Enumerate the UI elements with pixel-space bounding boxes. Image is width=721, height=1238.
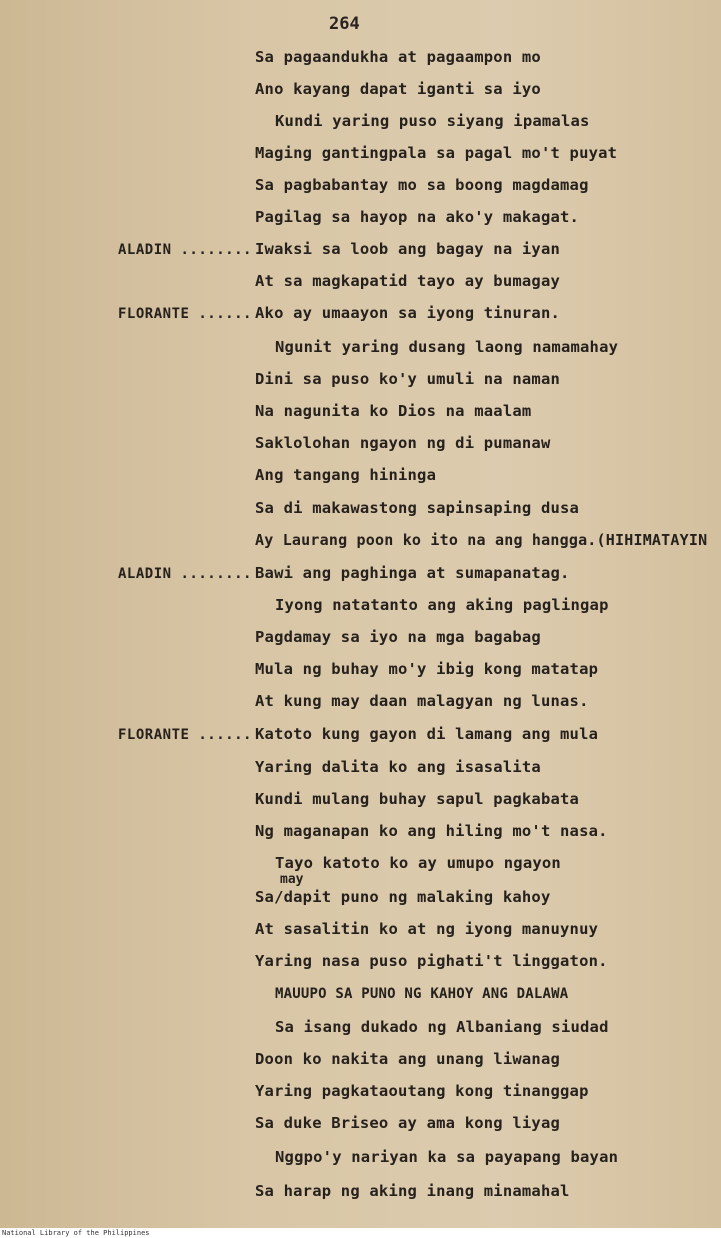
verse-line: Kundi mulang buhay sapul pagkabata — [255, 790, 580, 808]
verse-line: Katoto kung gayon di lamang ang mula — [255, 725, 599, 743]
handwritten-insert: may — [280, 872, 304, 887]
verse-line: Na nagunita ko Dios na maalam — [255, 402, 532, 420]
verse-line: Ngunit yaring dusang laong namamahay — [275, 338, 619, 356]
stage-direction: MAUUPO SA PUNO NG KAHOY ANG DALAWA — [275, 986, 569, 1002]
verse-line: Dini sa puso ko'y umuli na naman — [255, 370, 561, 388]
verse-line: Sa duke Briseo ay ama kong liyag — [255, 1114, 561, 1132]
verse-line: Pagilag sa hayop na ako'y makagat. — [255, 208, 580, 226]
verse-line: Saklolohan ngayon ng di pumanaw — [255, 434, 551, 452]
verse-line: Yaring dalita ko ang isasalita — [255, 758, 541, 776]
speaker-label-aladin: ALADIN ........ — [118, 566, 252, 582]
footer-credit: National Library of the Philippines — [2, 1229, 150, 1237]
verse-line: Yaring nasa puso pighati't linggaton. — [255, 952, 608, 970]
verse-line: Sa harap ng aking inang minamahal — [255, 1182, 570, 1200]
speaker-label-florante: FLORANTE ...... — [118, 306, 252, 322]
footer-bar — [0, 1228, 721, 1238]
verse-line: Ako ay umaayon sa iyong tinuran. — [255, 304, 561, 322]
verse-line: Bawi ang paghinga at sumapanatag. — [255, 564, 570, 582]
verse-line: At kung may daan malagyan ng lunas. — [255, 692, 589, 710]
verse-line: Ang tangang hininga — [255, 466, 437, 484]
verse-line: Ay Laurang poon ko ito na ang hangga.(HIHIMATAYIN — [255, 531, 708, 549]
verse-line: Tayo katoto ko ay umupo ngayon — [275, 854, 561, 872]
verse-line: Sa pagbabantay mo sa boong magdamag — [255, 176, 589, 194]
verse-line: Ng maganapan ko ang hiling mo't nasa. — [255, 822, 608, 840]
speaker-label-aladin: ALADIN ........ — [118, 242, 252, 258]
verse-line: At sa magkapatid tayo ay bumagay — [255, 272, 561, 290]
verse-line: Sa di makawastong sapinsaping dusa — [255, 499, 580, 517]
verse-line: Maging gantingpala sa pagal mo't puyat — [255, 144, 618, 162]
verse-line: Kundi yaring puso siyang ipamalas — [275, 112, 590, 130]
verse-line: Doon ko nakita ang unang liwanag — [255, 1050, 561, 1068]
page-number: 264 — [329, 14, 360, 34]
verse-line: Iyong natatanto ang aking paglingap — [275, 596, 609, 614]
speaker-label-florante: FLORANTE ...... — [118, 727, 252, 743]
verse-line: Iwaksi sa loob ang bagay na iyan — [255, 240, 561, 258]
verse-line: Yaring pagkataoutang kong tinanggap — [255, 1082, 589, 1100]
verse-line: Pagdamay sa iyo na mga bagabag — [255, 628, 541, 646]
verse-line: Mula ng buhay mo'y ibig kong matatap — [255, 660, 599, 678]
verse-line: Sa pagaandukha at pagaampon mo — [255, 48, 541, 66]
verse-line: Nggpo'y nariyan ka sa payapang bayan — [275, 1148, 619, 1166]
verse-line: Sa/dapit puno ng malaking kahoy — [255, 888, 551, 906]
verse-line: Ano kayang dapat iganti sa iyo — [255, 80, 541, 98]
verse-line: Sa isang dukado ng Albaniang siudad — [275, 1018, 609, 1036]
verse-line: At sasalitin ko at ng iyong manuynuy — [255, 920, 599, 938]
